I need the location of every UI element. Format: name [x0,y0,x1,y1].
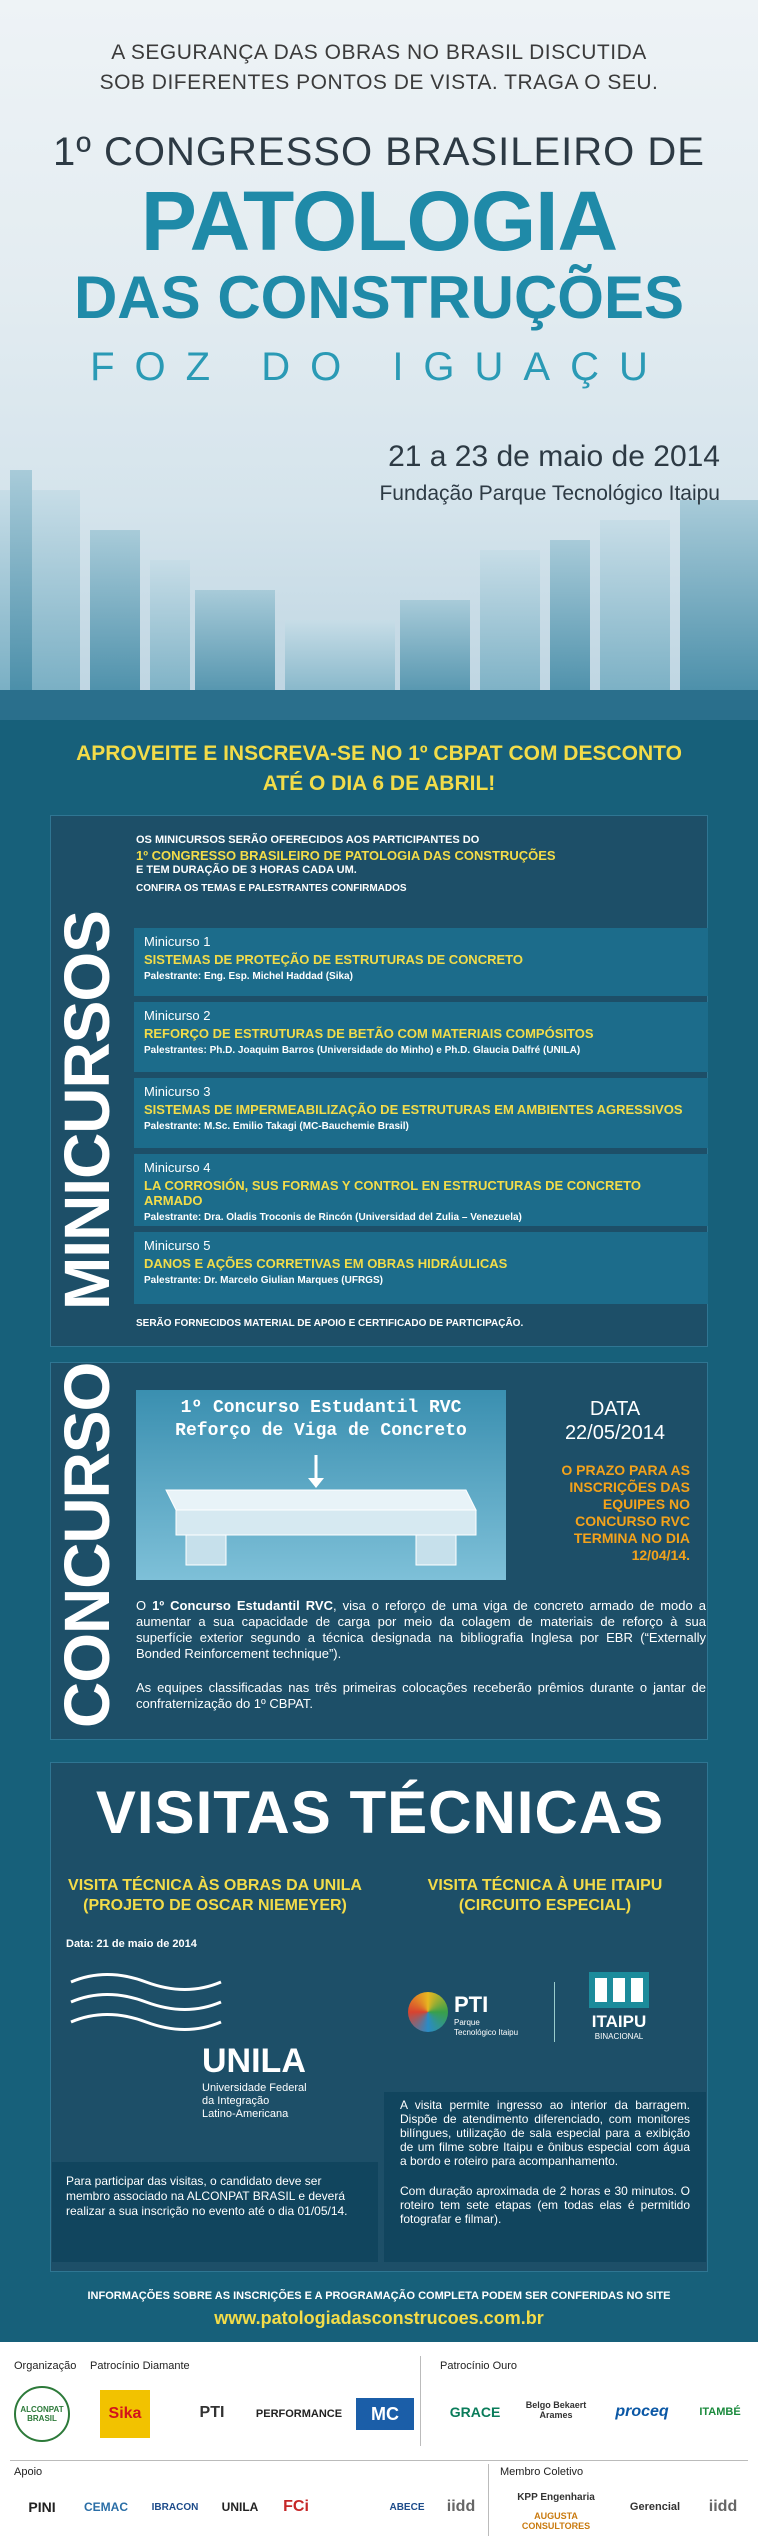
unila-logo-text: UNILA [202,2042,306,2080]
logo-sika: Sika [100,2390,150,2438]
minicurso-card-4 [134,1154,708,1226]
info-line: INFORMAÇÕES SOBRE AS INSCRIÇÕES E A PROGRAMAÇÃO COMPLETA PODEM SER CONFERIDAS NO SITE [87,2290,671,2302]
itaipu-text-box [384,2092,706,2262]
diamond-label: Patrocínio Diamante [90,2360,190,2372]
beam-illustration [156,1450,486,1570]
minicurso-number: Minicurso 1 [144,934,211,949]
visitas-title: VISITAS TÉCNICAS [95,1779,665,1846]
minicurso-number: Minicurso 4 [144,1160,211,1175]
logo-fci: FCi [283,2498,309,2515]
minicurso-card-1 [134,928,708,996]
logo-kpp: KPP Engenharia [517,2491,595,2503]
city-label: FOZ DO IGUAÇU [90,345,668,389]
congress-label: 1º CONGRESSO BRASILEIRO DE [53,130,705,174]
desc-pre: O [136,1598,153,1613]
minicurso-card-3 [134,1078,708,1148]
divider-horizontal [10,2460,748,2461]
itaipu-box [384,1862,706,2092]
divider-vertical [420,2356,421,2446]
tagline-line-2: SOB DIFERENTES PONTOS DE VISTA. TRAGA O SEU. [99,71,659,94]
banner-line-2: Reforço de Viga de Concreto [175,1421,467,1441]
itaipu-text-1: A visita permite ingresso ao interior da barragem. Dispõe de atendimento diferenciado, com monitores bilíngues, utilização de sala especial para a exibição de um filme sobre Itaipu e ônibus especial com água a bordo e roteiro para acompanhamento. [400,2098,690,2168]
date-label: DATA [589,1398,641,1420]
minicursos-intro [136,833,696,878]
minicursos-vertical-title: MINICURSOS [51,911,123,1310]
minicurso-title: SISTEMAS DE PROTEÇÃO DE ESTRUTURAS DE CONCRETO [144,952,523,967]
itaipu-text-2: Com duração aproximada de 2 horas e 30 minutos. O roteiro tem sete etapas (em todas elas é permitido fotografar e filmar). [400,2184,690,2226]
logo-abece: ABECE [389,2501,425,2513]
unila-sub-1: Universidade Federal [202,2082,307,2094]
gold-label: Patrocínio Ouro [440,2360,518,2372]
itaipu-logo-text: ITAIPU [591,2012,647,2031]
minicursos-footer: SERÃO FORNECIDOS MATERIAL DE APOIO E CERTIFICADO DE PARTICIPAÇÃO. [136,1318,524,1329]
minicurso-title: DANOS E AÇÕES CORRETIVAS EM OBRAS HIDRÁULICAS [144,1256,508,1271]
date-value: 22/05/2014 [564,1422,666,1444]
minicurso-speaker: Palestrante: Dra. Oladis Troconis de Rincón (Universidad del Zulia – Venezuela) [144,1212,522,1223]
intro-line-1: OS MINICURSOS SERÃO OFERECIDOS AOS PARTICIPANTES DO [136,834,480,846]
logo-grace: GRACE [449,2404,501,2420]
divider-vertical-2 [488,2464,489,2536]
minicurso-title: LA CORROSIÓN, SUS FORMAS Y CONTROL EN ESTRUCTURAS DE CONCRETO ARMADO [144,1178,641,1208]
itaipu-title-line-1: VISITA TÉCNICA À UHE ITAIPU [427,1877,663,1894]
banner-line-1: 1º Concurso Estudantil RVC [180,1398,462,1418]
unila-logo-subtitle [202,2082,307,2121]
event-venue: Fundação Parque Tecnológico Itaipu [379,482,720,505]
org-label: Organização [14,2360,77,2372]
minicursos-confirm: CONFIRA OS TEMAS E PALESTRANTES CONFIRMADOS [136,883,407,894]
collective-label: Membro Coletivo [500,2466,584,2478]
minicurso-number: Minicurso 5 [144,1238,211,1253]
sponsors-strip [0,2342,758,2542]
unila-title [52,1876,378,1916]
pti-logo-subtitle: Parque Tecnológico Itaipu [454,2018,519,2037]
logo-alconpat: ALCONPAT BRASIL [14,2386,70,2442]
intro-line-3: E TEM DURAÇÃO DE 3 HORAS CADA UM. [136,864,357,876]
unila-note: Para participar das visitas, o candidato deve ser membro associado na ALCONPAT BRASIL e deverá realizar a sua inscrição no evento até o dia 01/05/14. [66,2174,348,2218]
logo-unila-small: UNILA [221,2500,259,2514]
title-patologia: PATOLOGIA [140,174,618,268]
unila-title-line-1: VISITA TÉCNICA ÀS OBRAS DA UNILA [68,1877,362,1894]
pti-logo-text: PTI [454,1992,489,2017]
event-dates: 21 a 23 de maio de 2014 [388,440,720,473]
logo-proceq: proceq [615,2403,669,2420]
unila-logo-icon [66,1962,226,2042]
minicurso-card-2 [134,1002,708,1072]
minicurso-number: Minicurso 2 [144,1008,211,1023]
tagline-line-1: A SEGURANÇA DAS OBRAS NO BRASIL DISCUTIDA [111,41,647,64]
unila-box [52,1862,378,2162]
logo-gerencial: Gerencial [629,2501,681,2513]
promo-line-1: APROVEITE E INSCREVA-SE NO 1º CBPAT COM DESCONTO [76,742,682,765]
concurso-vertical-title: CONCURSO [51,1362,123,1728]
itaipu-title-line-2: (CIRCUITO ESPECIAL) [458,1897,632,1914]
logo-performance: PERFORMANCE [255,2408,343,2420]
pti-logo-icon [408,1992,448,2032]
minicurso-speaker: Palestrante: Eng. Esp. Michel Haddad (Sika) [144,971,353,982]
minicurso-card-5 [134,1232,708,1304]
site-url-link[interactable]: www.patologiadasconstrucoes.com.br [214,2308,544,2328]
deadline-notice: O PRAZO PARA AS INSCRIÇÕES DAS EQUIPES NO CONCURSO RVC TERMINA NO DIA 12/04/14. [561,1462,690,1563]
minicurso-title: REFORÇO DE ESTRUTURAS DE BETÃO COM MATERIAIS COMPÓSITOS [144,1026,594,1041]
minicurso-number: Minicurso 3 [144,1084,211,1099]
intro-line-2: 1º CONGRESSO BRASILEIRO DE PATOLOGIA DAS CONSTRUÇÕES [136,848,556,863]
desc-bold: 1º Concurso Estudantil RVC [152,1598,333,1613]
title-construcoes: DAS CONSTRUÇÕES [73,264,685,331]
unila-sub-3: Latino-Americana [202,2108,289,2120]
promo-line-2: ATÉ O DIA 6 DE ABRIL! [262,772,496,795]
itaipu-logo-subtitle: BINACIONAL [594,2032,644,2041]
minicurso-speaker: Palestrante: Dr. Marcelo Giulian Marques (UFRGS) [144,1275,383,1286]
logo-ibracon: IBRACON [151,2501,199,2513]
logo-iidd: iidd [446,2498,476,2515]
logo-cemac: CEMAC [84,2500,128,2514]
tagline [0,38,758,98]
unila-sub-2: da Integração [202,2095,270,2107]
logo-mc: MC [356,2398,414,2430]
support-label: Apoio [14,2466,43,2478]
itaipu-title [384,1876,706,1916]
unila-note-box [52,2162,378,2262]
header-banner [0,0,758,720]
unila-date: Data: 21 de maio de 2014 [66,1938,197,1950]
minicurso-speaker: Palestrantes: Ph.D. Joaquim Barros (Universidade do Minho) e Ph.D. Glaucia Dalfré (UNILA) [144,1045,581,1056]
unila-title-line-2: (PROJETO DE OSCAR NIEMEYER) [83,1897,347,1914]
minicurso-speaker: Palestrante: M.Sc. Emilio Takagi (MC-Bauchemie Brasil) [144,1121,409,1132]
logo-pini: PINI [28,2499,56,2515]
logo-belgo: Belgo Bekaert Arames [525,2400,587,2420]
logo-iidd-collective: iidd [708,2498,738,2515]
logo-divider [554,1982,555,2042]
concurso-description [136,1598,706,1662]
itaipu-logo-icon [589,1972,649,2008]
minicurso-title: SISTEMAS DE IMPERMEABILIZAÇÃO DE ESTRUTURAS EM AMBIENTES AGRESSIVOS [144,1102,683,1117]
desc-post: , visa o reforço de uma viga de concreto armado de modo a aumentar a sua capacidade de carga por meio da colagem de materiais de reforço à sua superfície exterior segundo a técnica designada na bibliografia Inglesa por EBR (“Externally Bonded Reinforcement technique”). [136,1598,706,1661]
logo-augusta: AUGUSTA CONSULTORES [521,2511,591,2531]
concurso-prizes: As equipes classificadas nas três primeiras colocações receberão prêmios durante o jantar de confraternização do 1º CBPAT. [136,1680,706,1711]
logo-itambe: ITAMBÉ [699,2406,741,2418]
logo-pti: PTI [199,2404,225,2421]
concurso-banner [136,1390,506,1580]
